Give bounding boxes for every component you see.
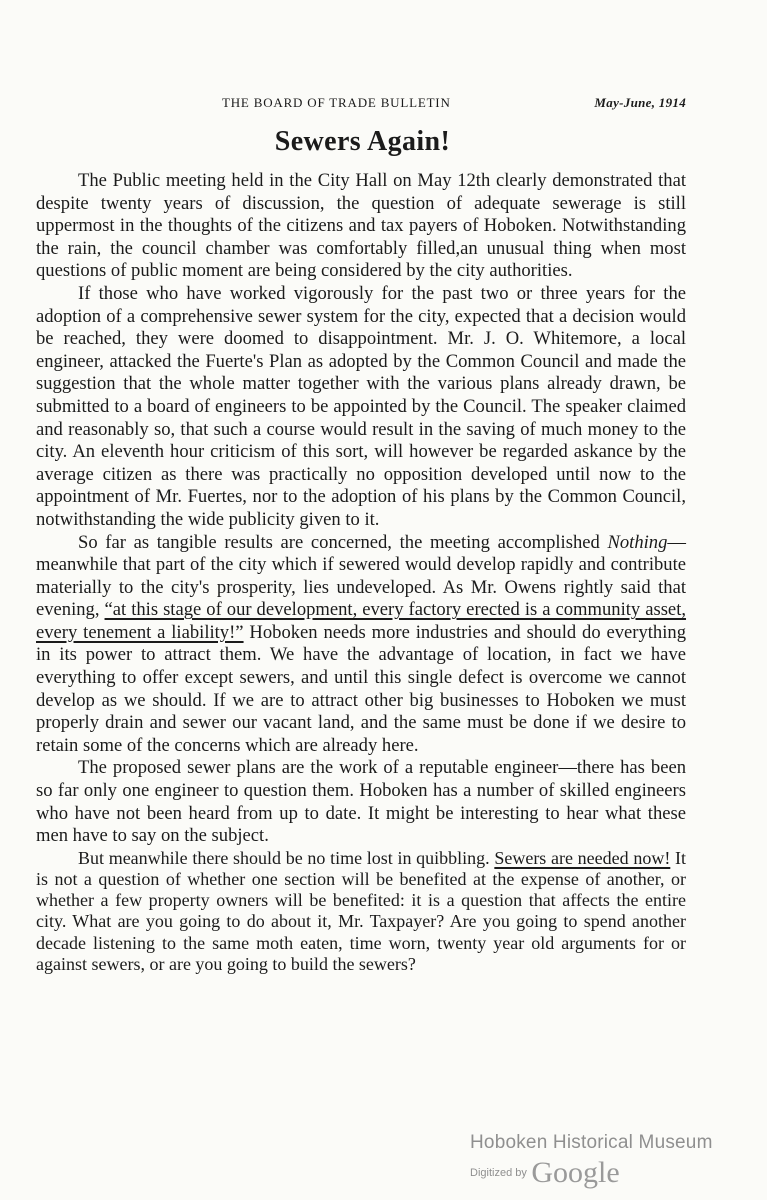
paragraph-5 [36,848,686,975]
paragraph-3-pre-quote: —meanwhile that part of the city which if sewered would develop rapidly and contribute materially to the city's prosperity, lies undeveloped. As Mr. Owens rightly said that evening, [36,531,686,621]
issue-date: May-June, 1914 [594,95,686,110]
article-title: Sewers Again! [274,126,451,157]
paragraph-3 [36,532,686,758]
emphasis-nothing: Nothing [607,531,668,553]
digitized-by-label: Digitized by [470,1167,527,1179]
article-body [36,170,686,975]
google-logo: Google [531,1156,620,1189]
paragraph-3-post-quote: Hoboken needs more industries and should do everything in its power to attract them. We have the advantage of location, in fact we have everything to offer except sewers, and until this single defect is overcome we cannot develop as we should. If we are to attract other big businesses to Hoboken we must properly drain and sewer our vacant land, and the same must be done if we desire to retain some of the concerns which are already here. [36,621,686,756]
museum-name: Hoboken Historical Museum [470,1132,713,1153]
paragraph-3-lead: So far as tangible results are concerned, the meeting accomplished [78,531,600,553]
publication-name: THE BOARD OF TRADE BULLETIN [222,95,451,110]
underlined-quote: “at this stage of our development, every factory erected is a community asset, every tenement a liability!” [36,599,687,643]
paragraph-5-tail: It is not a question of whether one section will be benefited at the expense of another, or whether a few property owners will be benefited: it is a question that affects the entire city. What are you going to do about it, Mr. Taxpayer? Are you going to spend another decade listening to the same moth eaten, time worn, twenty year old arguments for or against sewers, or are you going to build the sewers? [36,847,686,974]
paragraph-1: The Public meeting held in the City Hall on May 12th clearly demonstrated that despite twenty years of discussion, the question of adequate sewerage is still uppermost in the thoughts of the citizens and tax payers of Hoboken. Notwithstanding the rain, the council chamber was comfortably filled,an unusual thing when most questions of public moment are being considered by the city authorities. [36,170,686,282]
digitized-by-line [470,1156,740,1190]
underlined-sewers-needed-now: Sewers are needed now! [494,847,671,868]
digitization-watermark [470,1132,740,1190]
paragraph-4: The proposed sewer plans are the work of a reputable engineer—there has been so far only one engineer to question them. Hoboken has a number of skilled engineers who have not been heard from up to date. It might be interesting to hear what these men have to say on the subject. [36,757,686,847]
paragraph-5-lead: But meanwhile there should be no time lost in quibbling. [78,847,490,868]
paragraph-2: If those who have worked vigorously for the past two or three years for the adoption of a comprehensive sewer system for the city, expected that a decision would be reached, they were doomed to disappointment. Mr. J. O. Whitemore, a local engineer, attacked the Fuerte's Plan as adopted by the Common Council and made the suggestion that the whole matter together with the various plans already drawn, be submitted to a board of engineers to be appointed by the Council. The speaker claimed and reasonably so, that such a course would result in the saving of much money to the city. An eleventh hour criticism of this sort, will however be regarded askance by the average citizen as there was practically no opposition developed until now to the appointment of Mr. Fuertes, nor to the adoption of his plans by the Common Council, notwithstanding the wide publicity given to it. [36,282,686,530]
page-header [36,95,686,115]
